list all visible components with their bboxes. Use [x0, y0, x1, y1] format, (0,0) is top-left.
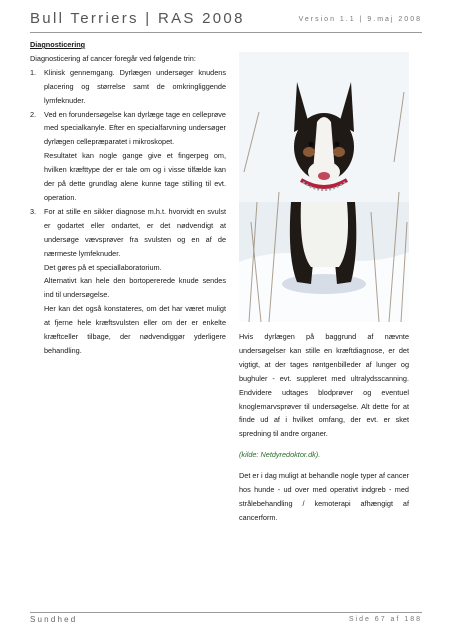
footer-divider	[30, 612, 422, 613]
dog-in-snow-image	[239, 52, 409, 322]
body-paragraph: Det er i dag muligt at behandle nogle typer af cancer hos hunde - ud over med operativt indgreb - med strålebehandling / kemoterapi afhængigt af cancerform.	[239, 471, 409, 522]
list-number: 1.	[30, 67, 37, 77]
list-item	[30, 108, 226, 205]
header-divider	[30, 32, 422, 33]
page-number: Side 67 af 188	[348, 616, 422, 623]
list-item-extra: Her kan det også konstateres, om det har været muligt at fjerne hele kræftsvulsten eller om der er enkelte kræftceller tilbage, der nødvendiggør yderligere behandling.	[44, 304, 226, 355]
footer-section-name: Sundhed	[30, 615, 78, 624]
list-item-text: For at stille en sikker diagnose m.h.t. hvorvidt en svulst er godartet eller ondartet, er det nødvendigt at undersøge vævsprøver fra svulsten og en af de nærmeste lymfeknuder.	[44, 206, 226, 258]
dog-photo	[239, 52, 409, 322]
list-number: 3.	[30, 206, 37, 216]
document-title: Bull Terriers | RAS 2008	[30, 10, 245, 27]
list-item	[30, 205, 226, 358]
list-item-text: Klinisk gennemgang. Dyrlægen undersøger knudens placering og størrelse samt de omkringliggende lymfeknuder.	[44, 67, 226, 105]
list-item	[30, 66, 226, 108]
page-header	[30, 10, 422, 34]
list-number: 2.	[30, 109, 37, 119]
body-paragraph: Hvis dyrlægen på baggrund af nævnte undersøgelser kan stille en kræftdiagnose, er det vigtigt, at der tages røntgenbilleder af lunger og bughuler - evt. suppleret med ultralydsscanning. Endvidere udtages blodprøver og eventuel knoglemarvsprøver til undersøgelse. Alt dette for at finde ud af i hvilket omfang, der evt. er sket spredning til andre organer.	[239, 332, 409, 439]
diagnosis-steps	[30, 66, 226, 358]
list-item-extra: Det gøres på et speciallaboratorium.	[44, 262, 162, 272]
source-citation: (kilde: Netdyredoktor.dk).	[239, 450, 321, 460]
section-heading: Diagnosticering	[30, 40, 86, 49]
right-column	[239, 330, 409, 532]
list-item-text: Ved en forundersøgelse kan dyrlæge tage en celleprøve med specialkanyle. Efter en specialfarvning undersøger dyrlægen cellepræparatet i mikroskopet.	[44, 109, 226, 147]
intro-text: Diagnosticering af cancer foregår ved følgende trin:	[30, 53, 196, 63]
left-column	[30, 38, 226, 358]
list-item-extra: Resultatet kan nogle gange give et fingerpeg om, hvilken kræfttype der er tale om og i visse tilfælde kan der på dette grundlag alene kunne tage stilling til evt. operation.	[44, 151, 226, 202]
document-version: Version 1.1 | 9.maj 2008	[298, 16, 422, 23]
list-item-extra: Alternativt kan hele den bortopererede knude sendes ind til undersøgelse.	[44, 276, 226, 300]
